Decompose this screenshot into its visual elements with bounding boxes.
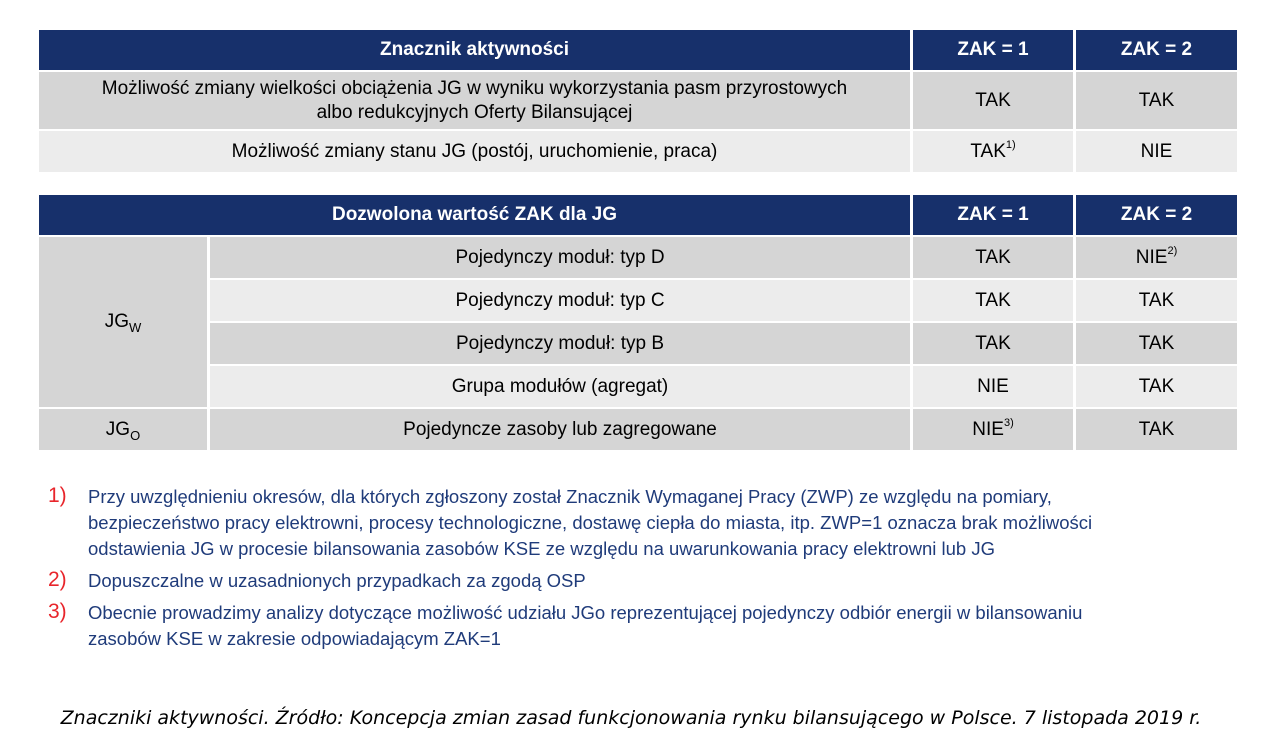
footnote — [48, 484, 1238, 562]
table-row — [39, 237, 1237, 278]
zak1-value: TAK — [913, 72, 1073, 129]
table-header-row — [39, 30, 1237, 70]
row-label: Grupa modułów (agregat) — [210, 366, 910, 407]
zak1-value: NIE$^{3)}$ — [913, 409, 1073, 450]
footnote-text: Dopuszczalne w uzasadnionych przypadkach za zgodą OSP — [88, 570, 586, 591]
group-label-jgw: $JG_W$ — [39, 237, 207, 407]
row-label: Pojedynczy moduł: typ D — [210, 237, 910, 278]
zak2-value: NIE$^{2)}$ — [1076, 237, 1237, 278]
header-zak2: ZAK = 2 — [1076, 195, 1237, 235]
zak2-value: TAK — [1076, 409, 1237, 450]
header-zak1: ZAK = 1 — [913, 195, 1073, 235]
row-label — [39, 72, 910, 129]
header-title: Znacznik aktywności — [39, 30, 910, 70]
zak1-value: TAK — [913, 323, 1073, 364]
zak2-value: TAK — [1076, 72, 1237, 129]
row-label-line: Możliwość zmiany wielkości obciążenia JG w wyniku wykorzystania pasm przyrostowych — [101, 77, 848, 99]
zak1-value: TAK — [913, 237, 1073, 278]
table-row — [39, 323, 1237, 364]
zak2-value: TAK — [1076, 323, 1237, 364]
zak2-value: TAK — [1076, 366, 1237, 407]
header-zak1: ZAK = 1 — [913, 30, 1073, 70]
table-row — [39, 131, 1237, 172]
allowed-zak-table — [36, 193, 1240, 452]
zak1-value: TAK — [913, 280, 1073, 321]
footnote-ref: 3) — [1003, 416, 1014, 429]
zak2-value: TAK — [1076, 280, 1237, 321]
zak2-value: NIE — [1076, 131, 1237, 172]
table-row — [39, 366, 1237, 407]
row-label: Możliwość zmiany stanu JG (postój, uruchomienie, praca) — [39, 131, 910, 172]
figure-caption: Znaczniki aktywności. Źródło: Koncepcja zmian zasad funkcjonowania rynku bilansującego w Polsce. 7 listopada 2019 r. — [60, 707, 1202, 729]
table-header-row — [39, 195, 1237, 235]
header-zak2: ZAK = 2 — [1076, 30, 1237, 70]
table-row — [39, 280, 1237, 321]
group-label-jgo: $JG_O$ — [39, 409, 207, 450]
footnote-text: Obecnie prowadzimy analizy dotyczące możliwość udziału JGo reprezentującej pojedynczy odbiór energii w bilansowaniu zasobów KSE w zakresie odpowiadającym ZAK=1 — [88, 602, 1083, 649]
row-label: Pojedynczy moduł: typ C — [210, 280, 910, 321]
footnote-number: 2) — [48, 568, 67, 591]
footnote-ref: 1) — [1005, 138, 1016, 151]
row-label: Pojedyncze zasoby lub zagregowane — [210, 409, 910, 450]
activity-flag-table — [36, 28, 1240, 174]
zak1-value: NIE — [913, 366, 1073, 407]
table-row — [39, 409, 1237, 450]
footnote-number: 1) — [48, 484, 67, 507]
row-label: Pojedynczy moduł: typ B — [210, 323, 910, 364]
footnote-number: 3) — [48, 600, 67, 623]
footnotes — [48, 484, 1238, 658]
table-row — [39, 72, 1237, 129]
footnote — [48, 600, 1238, 652]
header-title: Dozwolona wartość ZAK dla JG — [39, 195, 910, 235]
footnote-ref: 2) — [1167, 244, 1178, 257]
footnote — [48, 568, 1238, 594]
footnote-text: Przy uwzględnieniu okresów, dla których zgłoszony został Znacznik Wymaganej Pracy (ZWP) ze względu na pomiary, bezpieczeństwo pracy elektrowni, procesy technologiczne, dostawę ciepła do miasta, itp. ZWP=1 oznacza brak możliwości odstawienia JG w procesie bilansowania zasobów KSE ze względu na uwarunkowania pracy elektrowni lub JG — [88, 486, 1093, 559]
zak1-value: TAK$^{1)}$ — [913, 131, 1073, 172]
row-label-line: albo redukcyjnych Oferty Bilansującej — [316, 101, 633, 123]
